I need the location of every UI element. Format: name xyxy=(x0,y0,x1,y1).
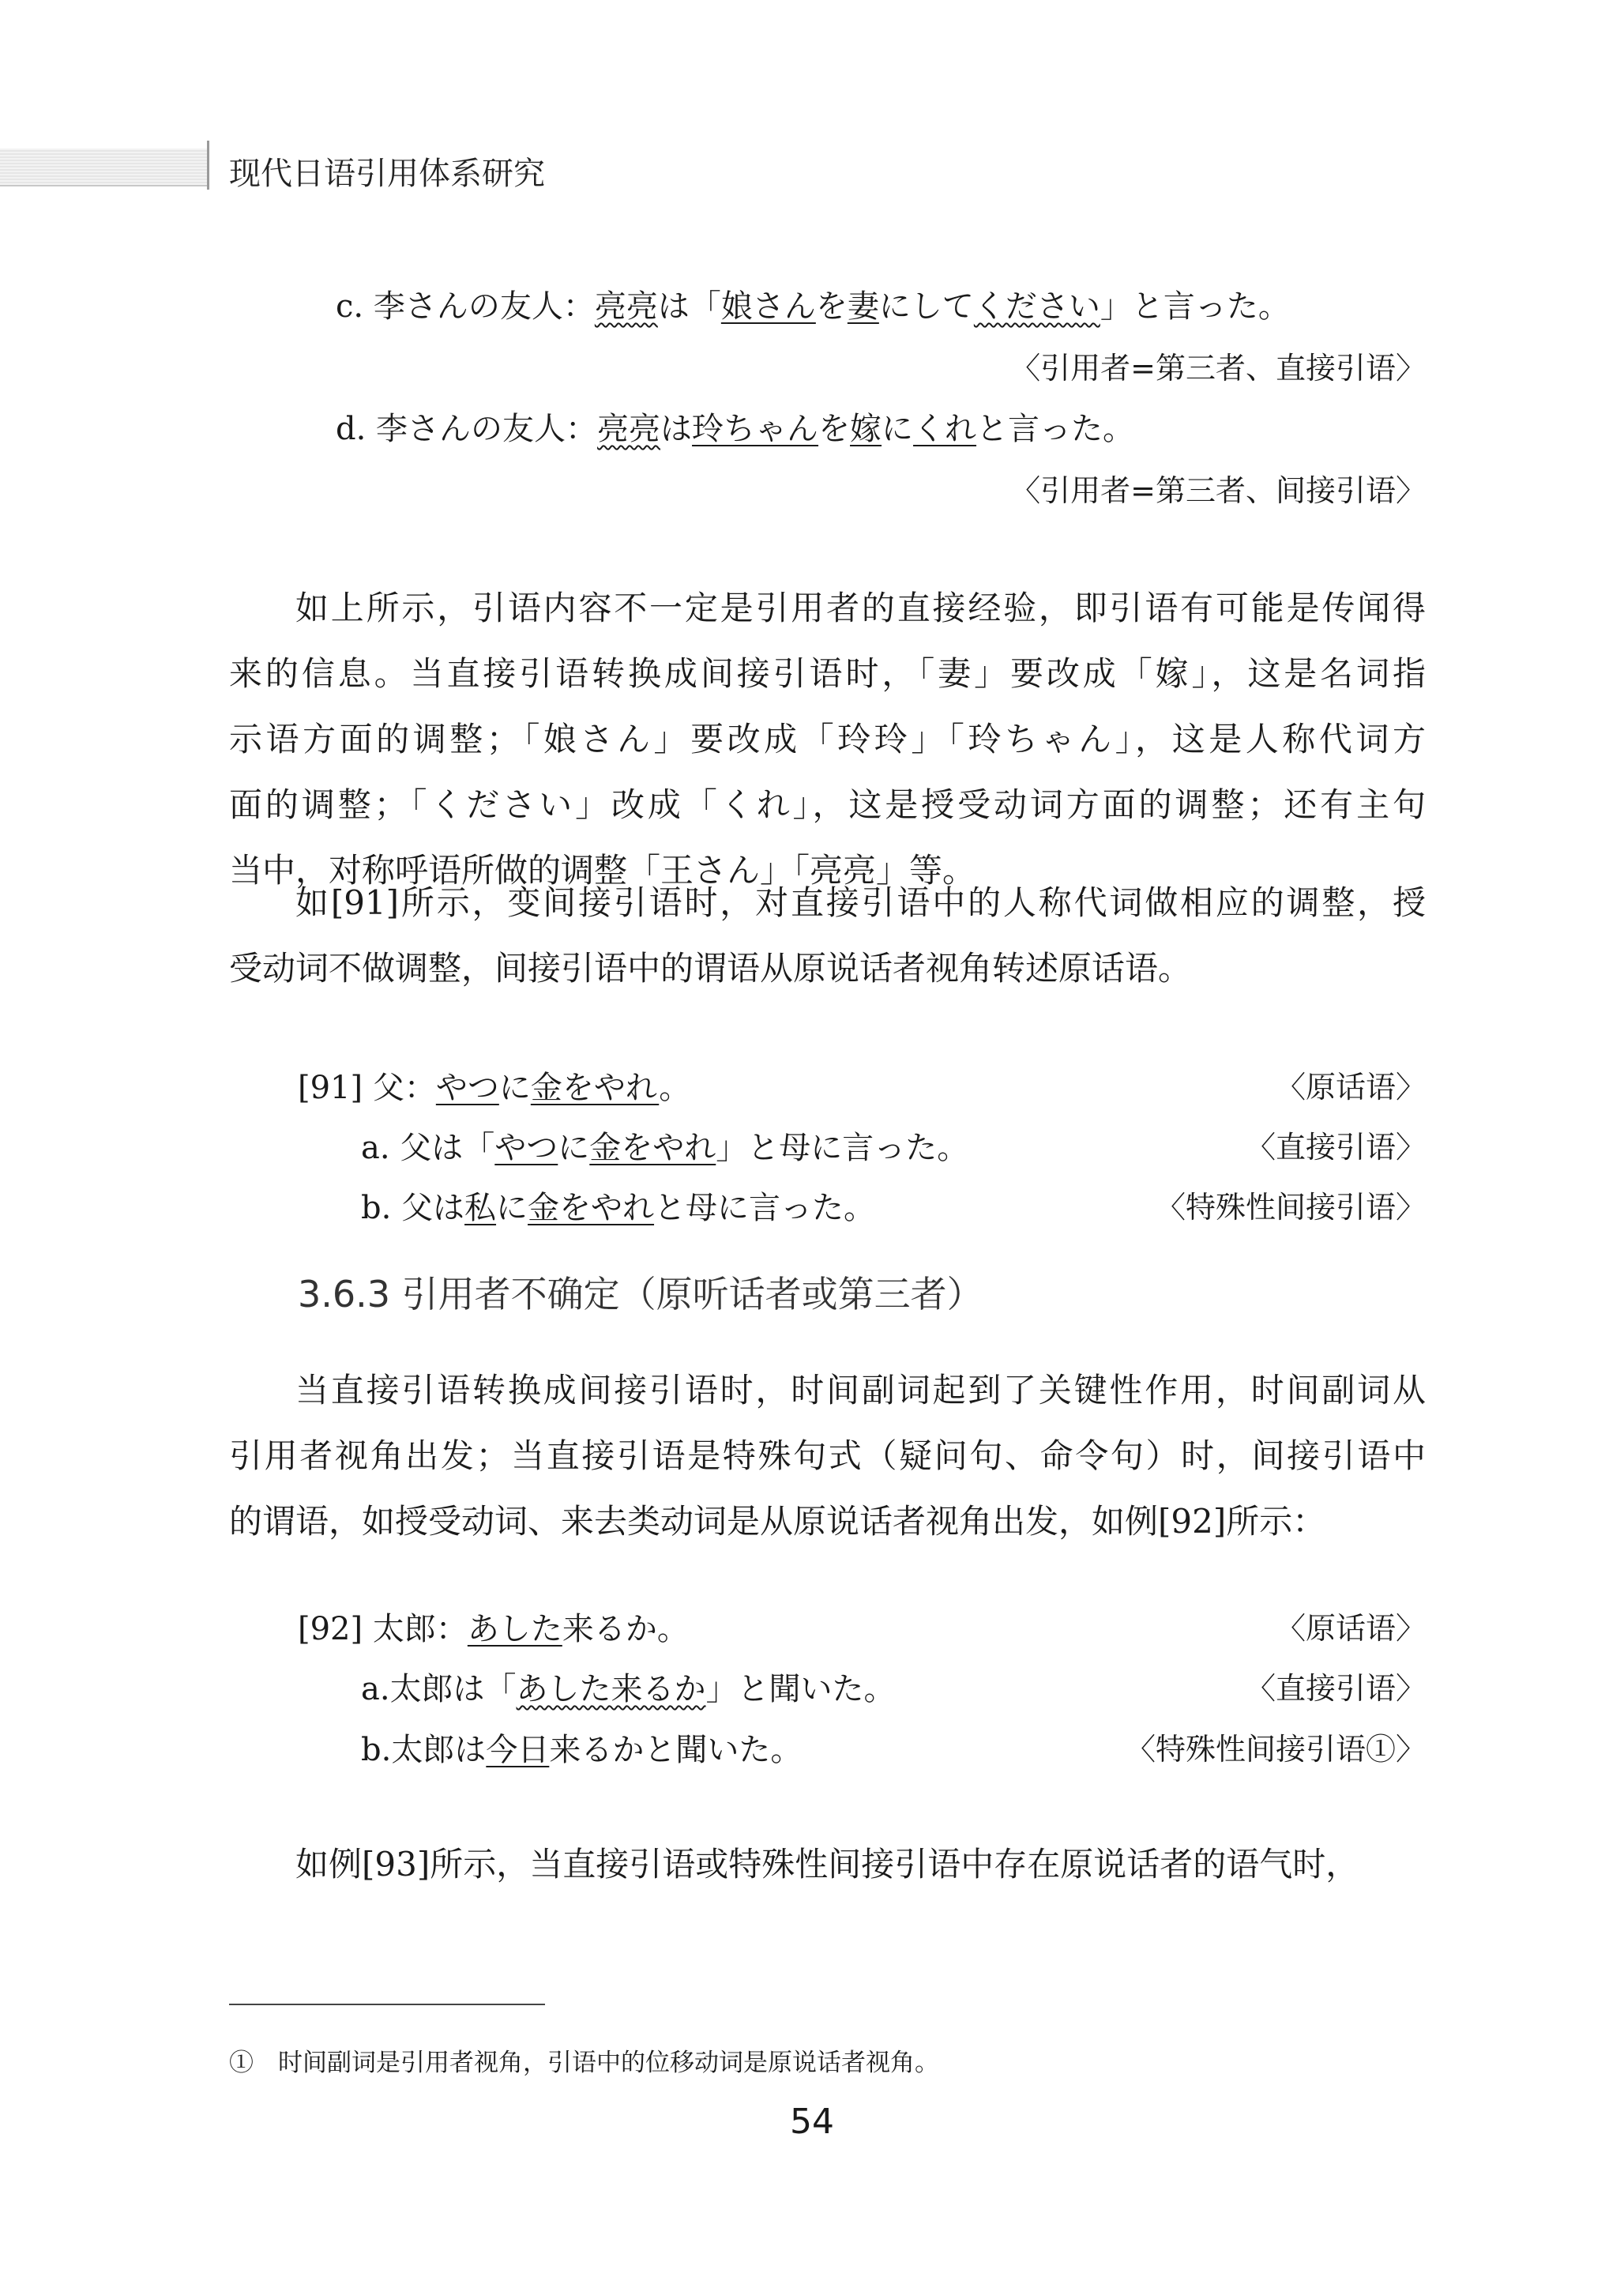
header-rule xyxy=(0,185,207,186)
example-c-tag: 〈引用者=第三者、直接引语〉 xyxy=(1010,351,1426,386)
example-92-a-tag: 〈直接引语〉 xyxy=(1245,1671,1426,1706)
example-92-speaker: 太郎： xyxy=(372,1611,468,1647)
paragraph-3-line-3: 的谓语，如授受动词、来去类动词是从原说话者视角出发，如例[92]所示： xyxy=(229,1502,1326,1541)
example-91-number: [91] xyxy=(298,1070,363,1106)
paragraph-4-line-1: 如例[93]所示，当直接引语或特殊性间接引语中存在原说话者的语气时， xyxy=(295,1845,1359,1884)
paragraph-3 xyxy=(229,1357,1426,1554)
example-92-a: a.太郎は「あした来るか」と聞いた。 xyxy=(361,1671,896,1707)
example-d: d. 李さんの友人：亮亮は玲ちゃんを嫁にくれと言った。 xyxy=(336,411,1135,447)
example-d-tag: 〈引用者=第三者、间接引语〉 xyxy=(1010,473,1426,508)
example-92-number: [92] xyxy=(298,1611,363,1647)
footnote-rule xyxy=(229,2004,545,2005)
paragraph-1 xyxy=(229,575,1426,903)
paragraph-3-line-1: 当直接引语转换成间接引语时，时间副词起到了关键性作用，时间副词从 xyxy=(295,1371,1426,1409)
paragraph-1-line-2: 来的信息。当直接引语转换成间接引语时，「妻」要改成「嫁」，这是名词指 xyxy=(229,654,1426,693)
paragraph-2-line-2: 受动词不做调整，间接引语中的谓语从原说话者视角转述原话语。 xyxy=(229,949,1192,988)
example-91-a-tag: 〈直接引语〉 xyxy=(1245,1130,1426,1165)
paragraph-2-line-1: 如[91]所示，变间接引语时，对直接引语中的人称代词做相应的调整，授 xyxy=(295,883,1426,922)
example-92-main-tag: 〈原话语〉 xyxy=(1275,1611,1426,1646)
example-92-b: b.太郎は今日来るかと聞いた。 xyxy=(361,1732,803,1768)
paragraph-1-line-1: 如上所示，引语内容不一定是引用者的直接经验，即引语有可能是传闻得 xyxy=(295,589,1426,627)
example-c: c. 李さんの友人：亮亮は「娘さんを妻にしてください」と言った。 xyxy=(336,288,1290,325)
section-heading: 3.6.3 引用者不确定（原听话者或第三者） xyxy=(298,1273,983,1315)
example-91-main: [91] 父：やつに金をやれ。 xyxy=(298,1070,691,1106)
paragraph-4 xyxy=(229,1831,1426,1897)
footnote: ① 时间副词是引用者视角，引语中的位移动词是原说话者视角。 xyxy=(229,2049,939,2077)
running-header-title: 现代日语引用体系研究 xyxy=(229,156,545,192)
example-92-main: [92] 太郎：あした来るか。 xyxy=(298,1611,689,1647)
paragraph-2 xyxy=(229,870,1426,1001)
page-number: 54 xyxy=(790,2102,834,2142)
example-91-b-tag: 〈特殊性间接引语〉 xyxy=(1155,1190,1426,1225)
example-91-a: a. 父は「やつに金をやれ」と母に言った。 xyxy=(361,1130,969,1166)
header-decoration-bar xyxy=(0,149,207,186)
paragraph-3-line-2: 引用者视角出发；当直接引语是特殊句式（疑问句、命令句）时，间接引语中 xyxy=(229,1436,1426,1475)
example-92-b-tag: 〈特殊性间接引语①〉 xyxy=(1125,1732,1426,1767)
header-divider xyxy=(207,141,209,190)
example-91-speaker: 父： xyxy=(372,1070,436,1106)
example-91-b: b. 父は私に金をやれと母に言った。 xyxy=(361,1190,876,1226)
paragraph-1-line-3: 示语方面的调整；「娘さん」要改成「玲玲」「玲ちゃん」，这是人称代词方 xyxy=(229,720,1426,758)
paragraph-1-line-4: 面的调整；「ください」改成「くれ」，这是授受动词方面的调整；还有主句 xyxy=(229,785,1426,824)
paragraph-1-line-5: 当中，对称呼语所做的调整「王さん」「亮亮」等。 xyxy=(229,851,976,890)
example-91-main-tag: 〈原话语〉 xyxy=(1275,1070,1426,1105)
